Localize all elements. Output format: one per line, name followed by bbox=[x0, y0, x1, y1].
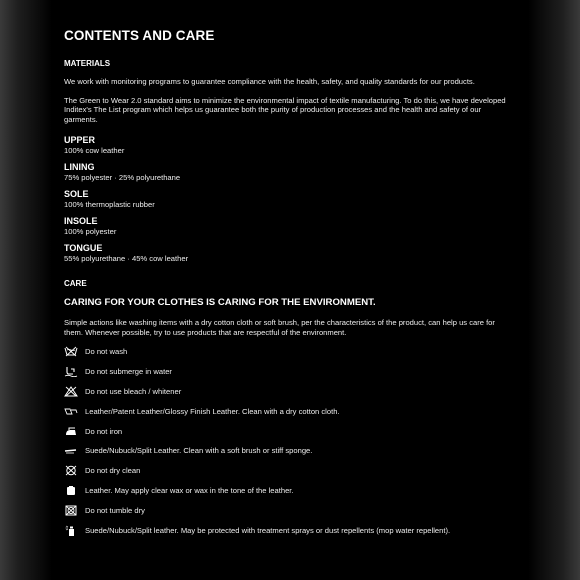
do-not-bleach-icon bbox=[64, 386, 78, 397]
material-part-value: 100% cow leather bbox=[64, 146, 125, 155]
care-instruction-text: Do not submerge in water bbox=[85, 367, 172, 377]
do-not-tumble-dry-icon bbox=[64, 505, 78, 516]
materials-standard-text: The Green to Wear 2.0 standard aims to minimize the environmental impact of textile manufacturing. To do this, we have developed Inditex's The List program which helps us guarantee both the purity of production processes and the health and safety of our garments. bbox=[64, 95, 506, 124]
material-part-insole bbox=[64, 216, 516, 236]
material-part-name: LINING bbox=[64, 162, 95, 172]
left-shadow-edge bbox=[0, 0, 52, 580]
care-instruction-text: Leather/Patent Leather/Glossy Finish Leather. Clean with a dry cotton cloth. bbox=[85, 406, 340, 416]
care-instruction-item bbox=[64, 362, 516, 382]
care-instruction-text: Leather. May apply clear wax or wax in the tone of the leather. bbox=[85, 485, 294, 495]
care-instruction-item bbox=[64, 481, 516, 501]
right-shadow-edge bbox=[528, 0, 580, 580]
care-instruction-list bbox=[64, 342, 516, 540]
care-instruction-item bbox=[64, 461, 516, 481]
care-instruction-text: Do not wash bbox=[85, 347, 128, 357]
dry-cloth-icon bbox=[64, 406, 78, 417]
care-instruction-item bbox=[64, 520, 516, 540]
brush-icon bbox=[64, 445, 78, 456]
material-part-name: UPPER bbox=[64, 135, 96, 145]
material-part-value: 100% polyester bbox=[64, 227, 117, 236]
care-instruction-item bbox=[64, 382, 516, 402]
materials-intro-text: We work with monitoring programs to guarantee compliance with the health, safety, and quality standards for our products. bbox=[64, 77, 475, 86]
care-instruction-item bbox=[64, 441, 516, 461]
do-not-submerge-icon bbox=[64, 366, 78, 377]
contents-and-care-panel bbox=[64, 28, 516, 540]
care-instruction-text: Suede/Nubuck/Split leather. May be protected with treatment sprays or dust repellents (mop water repellent). bbox=[85, 525, 451, 535]
wax-icon bbox=[64, 485, 78, 496]
do-not-wash-icon bbox=[64, 346, 78, 357]
do-not-iron-icon bbox=[64, 426, 78, 437]
material-part-name: SOLE bbox=[64, 189, 89, 199]
care-instruction-item bbox=[64, 342, 516, 362]
care-instruction-text: Do not iron bbox=[85, 426, 123, 436]
material-part-tongue bbox=[64, 243, 516, 263]
care-heading: CARING FOR YOUR CLOTHES IS CARING FOR THE ENVIRONMENT. bbox=[64, 297, 376, 308]
spray-icon bbox=[64, 525, 78, 536]
page-title: CONTENTS AND CARE bbox=[64, 28, 215, 43]
material-part-name: TONGUE bbox=[64, 243, 103, 253]
material-part-value: 55% polyurethane · 45% cow leather bbox=[64, 254, 189, 263]
care-instruction-item bbox=[64, 421, 516, 441]
care-instruction-text: Do not dry clean bbox=[85, 466, 141, 476]
care-section-label: CARE bbox=[64, 279, 87, 288]
care-instruction-item bbox=[64, 500, 516, 520]
material-part-lining bbox=[64, 162, 516, 182]
material-part-upper bbox=[64, 135, 516, 155]
material-part-value: 100% thermoplastic rubber bbox=[64, 200, 155, 209]
care-instruction-text: Do not tumble dry bbox=[85, 505, 145, 515]
care-instruction-text: Suede/Nubuck/Split Leather. Clean with a soft brush or stiff sponge. bbox=[85, 446, 313, 456]
material-part-sole bbox=[64, 189, 516, 209]
material-part-value: 75% polyester · 25% polyurethane bbox=[64, 173, 181, 182]
do-not-dry-clean-icon bbox=[64, 465, 78, 476]
care-instruction-item bbox=[64, 401, 516, 421]
materials-section-label: MATERIALS bbox=[64, 59, 111, 68]
care-instruction-text: Do not use bleach / whitener bbox=[85, 386, 182, 396]
material-part-name: INSOLE bbox=[64, 216, 98, 226]
care-description: Simple actions like washing items with a dry cotton cloth or soft brush, per the characteristics of the product, can help us care for them. Whenever possible, try to use products that are respectful of the environment. bbox=[64, 318, 495, 337]
